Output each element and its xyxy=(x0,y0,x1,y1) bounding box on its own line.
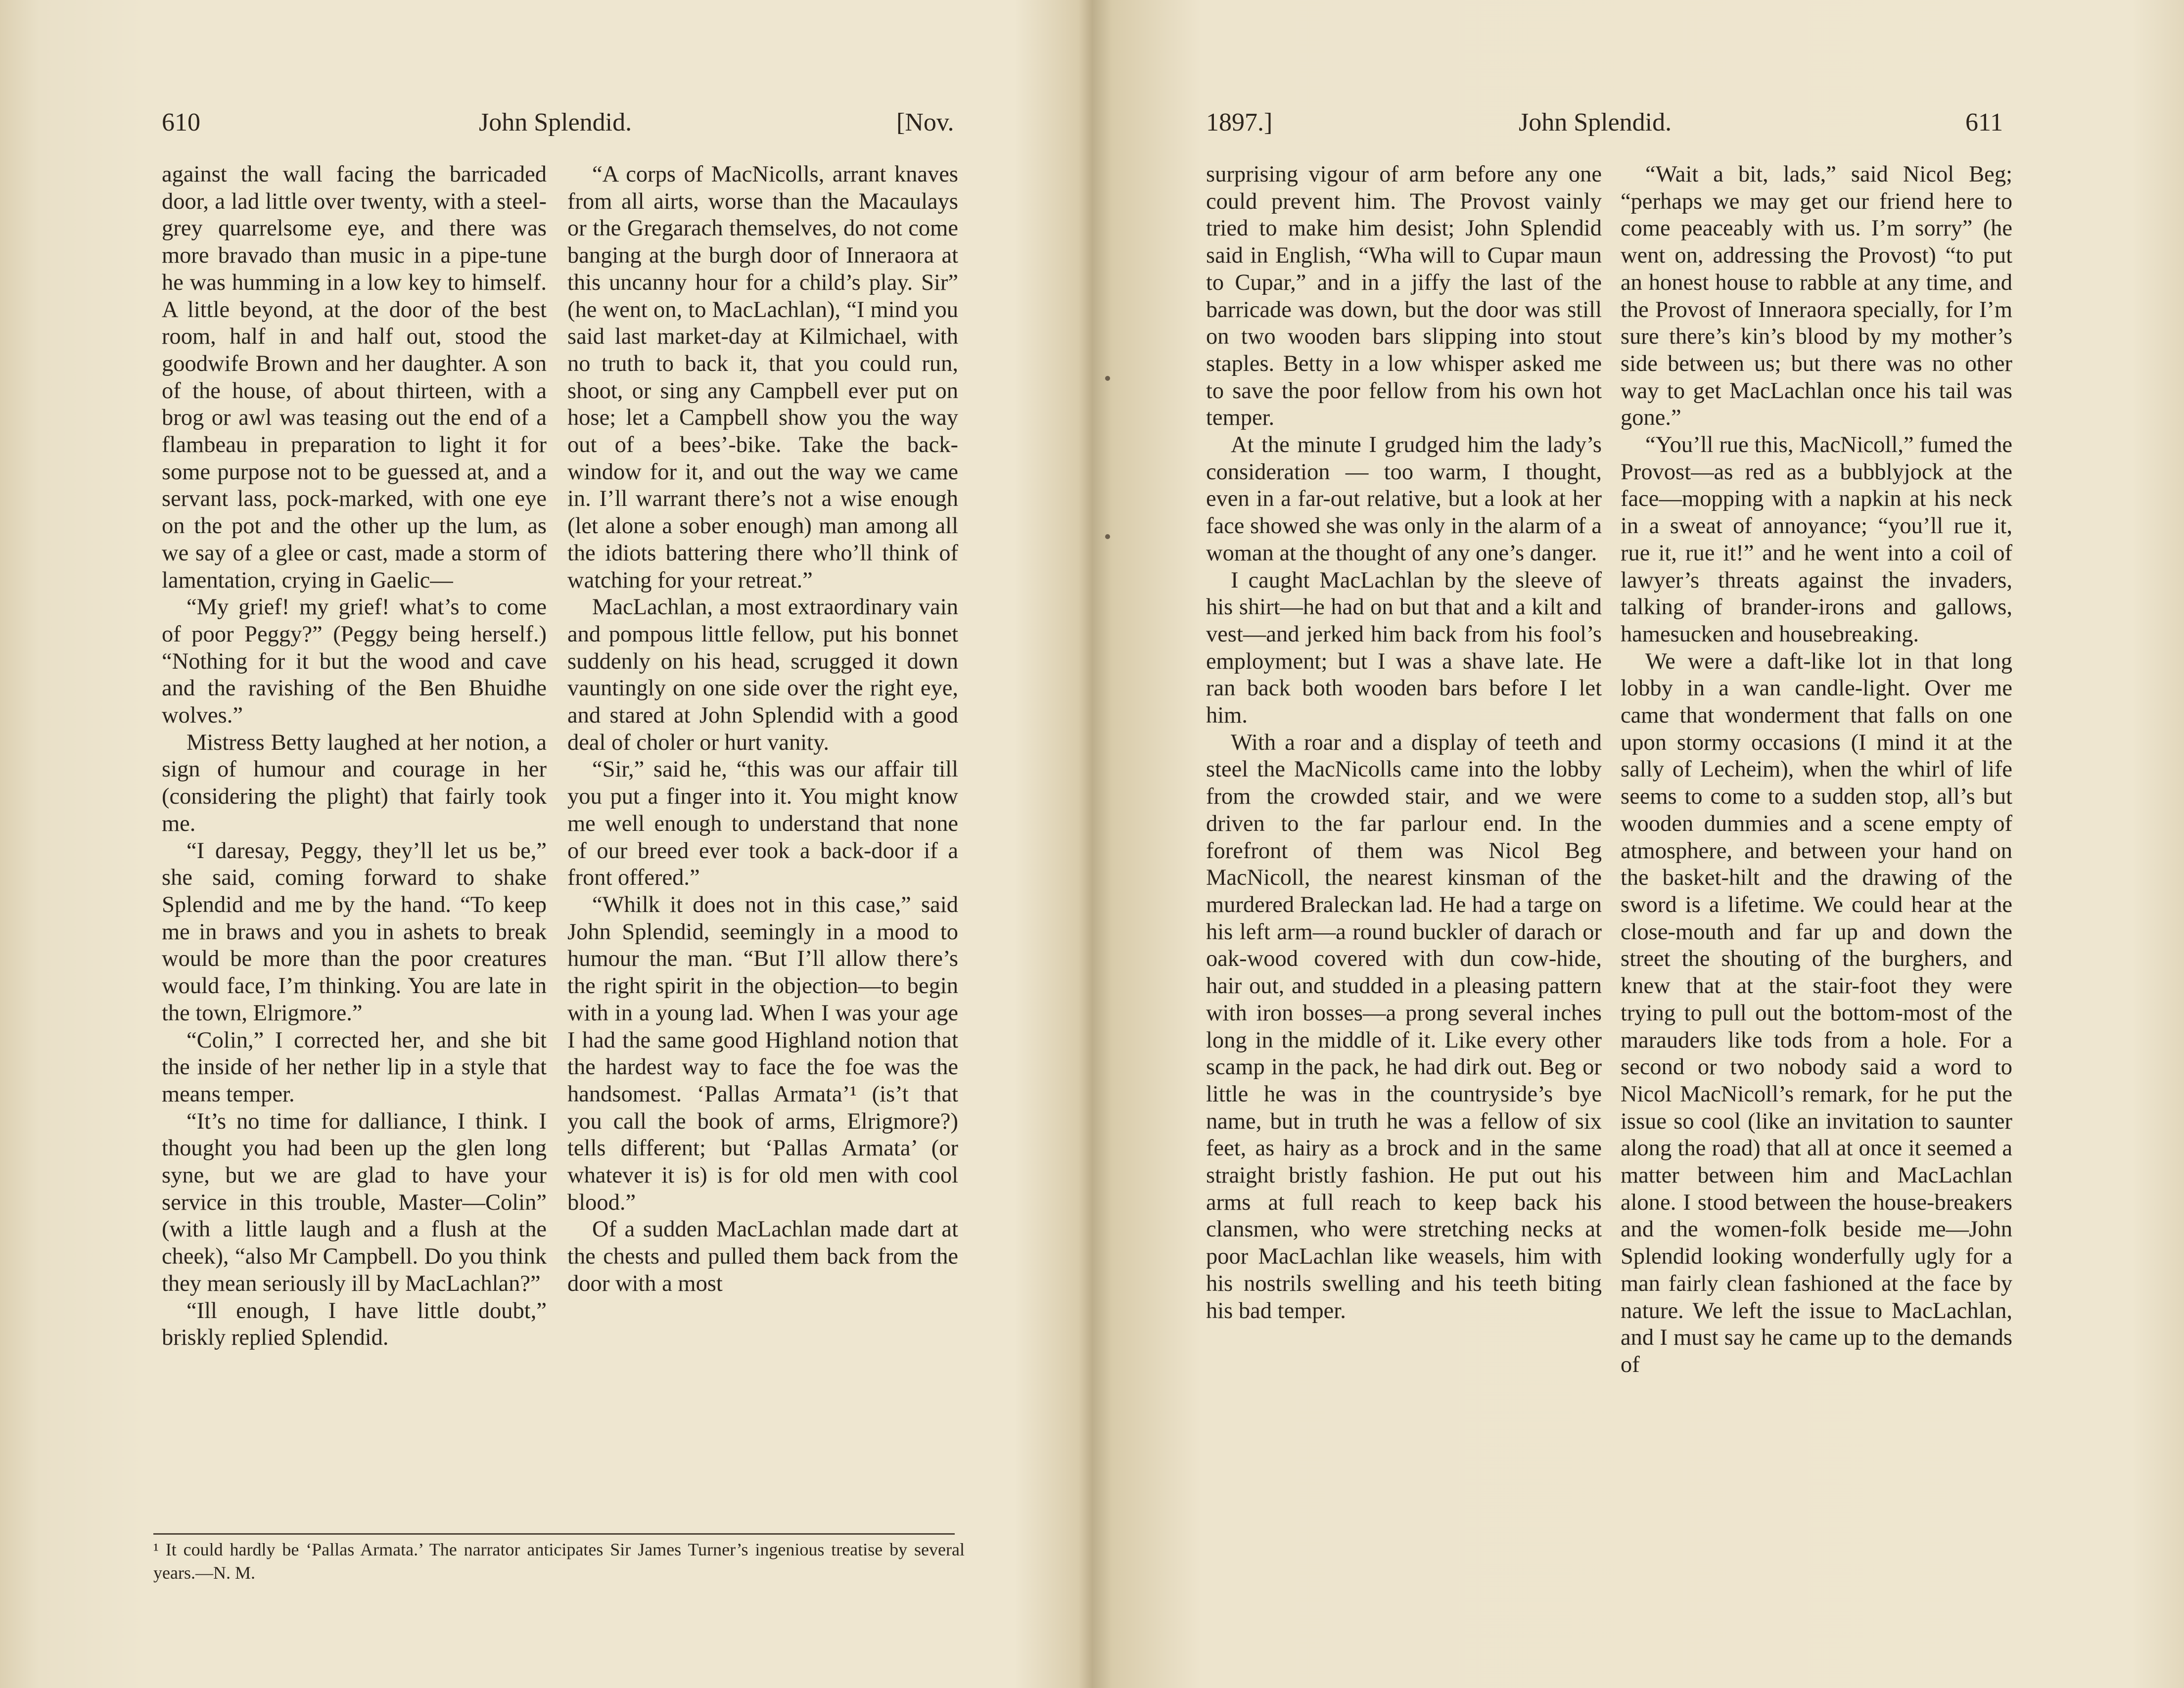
paragraph: “Wait a bit, lads,” said Nicol Beg; “perhaps we may get our friend here to come peaceably with us. I’m sorry” (he went on, addressing the Provost) “to put an honest house to rabble at any time, and the Provost of Inneraora specially, for I’m sure there’s kin’s blood by my mother’s side between us; but there was no other way to get MacLachlan once his tail was gone.” xyxy=(1621,162,2012,431)
footnote: ¹ It could hardly be ‘Pallas Armata.’ The narrator anticipates Sir James Turner’s ingenious treatise by several years.—N. M. xyxy=(153,1540,965,1583)
right-column-2 xyxy=(1621,161,2012,1379)
gutter-mark xyxy=(1105,376,1110,381)
gutter-mark xyxy=(1105,534,1110,539)
paragraph: MacLachlan, a most extraordinary vain and pompous little fellow, put his bonnet suddenly on his head, scrugged it down vauntingly on one side over the right eye, and stared at John Splendid with a good deal of choler or hurt vanity. xyxy=(567,594,958,755)
right-page xyxy=(1092,0,2184,1688)
paragraph: At the minute I grudged him the lady’s consideration — too warm, I thought, even in a far-out relative, but a look at her face showed she was only in the alarm of a woman at the thought of any one’s danger. xyxy=(1206,432,1602,566)
left-column-1 xyxy=(162,161,547,1352)
paragraph: “Whilk it does not in this case,” said John Splendid, seemingly in a mood to humour the man. “But I’ll allow there’s the right spirit in the objection—to begin with in a young lad. When I was your age I had the same good Highland notion that the hardest way to face the foe was the handsomest. ‘Pallas Armata’¹ (is’t that you call the book of arms, Elrigmore?) tells different; but ‘Pallas Armata’ (or whatever it is) is for old men with cool blood.” xyxy=(567,892,958,1215)
paragraph: “Colin,” I corrected her, and she bit the inside of her nether lip in a style that means temper. xyxy=(162,1027,547,1107)
right-running-date: 1897.] xyxy=(1206,108,1273,137)
paragraph: We were a daft-like lot in that long lobby in a wan candle-light. Over me came that wonderment that falls on one upon stormy occasions (I mind it at the sally of Lecheim), when the whirl of life seems to come to a sudden stop, all’s but wooden dummies and a scene empty of atmosphere, and between your hand on the basket-hilt and the drawing of the sword is a lifetime. We could hear at the close-mouth and far up and down the street the shouting of the burghers, and knew that at the stair-foot they were trying to pull out the bottom-most of the marauders like tods from a hole. For a second or two nobody said a word to Nicol MacNicoll’s remark, for he put the issue so cool (like an invitation to saunter along the road) that all at once it seemed a matter between him and MacLachlan alone. I stood between the house-breakers and the women-folk beside me—John Splendid looking wonderfully ugly for a man fairly clean fashioned at the face by nature. We left the issue to MacLachlan, and I must say he came up to the demands of xyxy=(1621,648,2012,1377)
paragraph: “My grief! my grief! what’s to come of poor Peggy?” (Peggy being herself.) “Nothing for it but the wood and cave and the ravishing of the Ben Bhuidhe wolves.” xyxy=(162,594,547,729)
left-running-date: [Nov. xyxy=(896,108,954,137)
paragraph: Mistress Betty laughed at her notion, a sign of humour and courage in her (considering the plight) that fairly took me. xyxy=(162,730,547,836)
paragraph: “Ill enough, I have little doubt,” briskly replied Splendid. xyxy=(162,1298,547,1351)
paragraph: With a roar and a display of teeth and steel the MacNicolls came into the lobby from the crowded stair, and we were driven to the far parlour end. In the forefront of them was Nicol Beg MacNicoll, the nearest kinsman of the murdered Braleckan lad. He had a targe on his left arm—a round buckler of darach or oak-wood covered with dun cow-hide, hair out, and studded in a pleasing pattern with iron bosses—a prong several inches long in the middle of it. Like every other scamp in the pack, he had dirk out. Beg or little he was in the countryside’s bye name, but in truth he was a fellow of six feet, as hairy as a brock and in the same straight bristly fashion. He put out his arms at full reach to keep back his clansmen, who were stretching necks at poor MacLachlan like weasels, him with his nostrils swelling and his teeth biting his bad temper. xyxy=(1206,730,1602,1323)
right-page-number: 611 xyxy=(1965,108,2003,137)
left-running-title: John Splendid. xyxy=(479,108,632,137)
paragraph: surprising vigour of arm before any one could prevent him. The Provost vainly tried to make him desist; John Splendid said in English, “Wha will to Cupar maun to Cupar,” and in a jiffy the last of the barricade was down, but the door was still on two wooden bars slipping into stout staples. Betty in a low whisper asked me to save the poor fellow from his own hot temper. xyxy=(1206,162,1602,431)
left-column-2 xyxy=(567,161,958,1298)
paragraph: “I daresay, Peggy, they’ll let us be,” she said, coming forward to shake Splendid and me by the hand. “To keep me in braws and you in ashets to break would be more than the poor creatures would face, I’m thinking. You are late in the town, Elrigmore.” xyxy=(162,838,547,1026)
paragraph: against the wall facing the barricaded door, a lad little over twenty, with a steel-grey quarrelsome eye, and there was more bravado than music in a pipe-tune he was humming in a low key to himself. A little beyond, at the door of the best room, half in and half out, stood the goodwife Brown and her daughter. A son of the house, of about thirteen, with a brog or awl was teasing out the end of a flambeau in preparation to light it for some purpose not to be guessed at, and a servant lass, pock-marked, with one eye on the pot and the other up the lum, as we say of a glee or cast, made a storm of lamentation, crying in Gaelic— xyxy=(162,162,547,593)
paragraph: “It’s no time for dalliance, I think. I thought you had been up the glen long syne, but we are glad to have your service in this trouble, Master—Colin” (with a little laugh and a flush at the cheek), “also Mr Campbell. Do you think they mean seriously ill by MacLachlan?” xyxy=(162,1108,547,1296)
left-page-number: 610 xyxy=(162,108,200,137)
right-column-1 xyxy=(1206,161,1602,1324)
paragraph: I caught MacLachlan by the sleeve of his shirt—he had on but that and a kilt and vest—and jerked him back from his fool’s employment; but I was a shave late. He ran back both wooden bars before I let him. xyxy=(1206,567,1602,729)
paragraph: “You’ll rue this, MacNicoll,” fumed the Provost—as red as a bubblyjock at the face—mopping with a napkin at his neck in a sweat of annoyance; “you’ll rue it, rue it, rue it!” and he went into a coil of lawyer’s threats against the invaders, talking of brander-irons and gallows, hamesucken and housebreaking. xyxy=(1621,432,2012,647)
paragraph: “A corps of MacNicolls, arrant knaves from all airts, worse than the Macaulays or the Gregarach themselves, do not come banging at the burgh door of Inneraora at this uncanny hour for a child’s play. Sir” (he went on, to MacLachlan), “I mind you said last market-day at Kilmichael, with no truth to back it, that you could run, shoot, or sing any Campbell ever put on hose; let a Campbell show you the way out of a bees’-bike. Take the back-window for it, and out the way we came in. I’ll warrant there’s not a wise enough (let alone a sober enough) man among all the idiots battering there who’ll think of watching for your retreat.” xyxy=(567,162,958,593)
right-running-title: John Splendid. xyxy=(1519,108,1672,137)
paragraph: Of a sudden MacLachlan made dart at the chests and pulled them back from the door with a most xyxy=(567,1217,958,1296)
footnote-rule xyxy=(153,1533,955,1535)
paragraph: “Sir,” said he, “this was our affair till you put a finger into it. You might know me well enough to understand that none of our breed ever took a back-door if a front offered.” xyxy=(567,757,958,891)
